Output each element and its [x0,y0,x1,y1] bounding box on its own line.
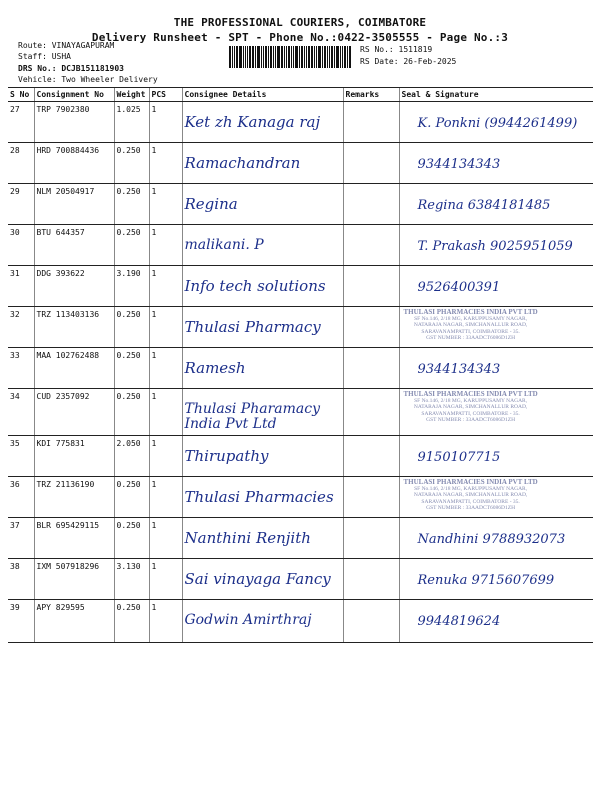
cell-consignment [34,518,114,559]
cell-sno [8,102,34,143]
table-row [8,266,593,307]
cell-remarks [343,477,399,518]
signature-handwriting: Regina 6384181485 [417,198,551,213]
barcode-bar [261,46,262,68]
stamp-line: GST NUMBER : 33AADCT6086D1ZH [426,505,516,511]
barcode-bar [334,46,335,68]
cell-sno-text: 38 [10,562,20,571]
cell-consignee [182,143,343,184]
cell-consignment-text: BTU 644357 [36,228,85,237]
barcode-bar [327,46,328,68]
company-seal-stamp [404,479,538,512]
barcode-bar [247,46,248,68]
cell-consignment-text: CUD 2357092 [36,392,90,401]
cell-sno [8,389,34,436]
cell-consignee-text: malikani. P [184,237,264,253]
barcode-bar [308,46,310,68]
cell-consignment [34,102,114,143]
signature-handwriting: T. Prakash 9025951059 [417,239,573,254]
barcode-bar [318,46,321,68]
table-row [8,184,593,225]
cell-signature [399,143,593,184]
drs-value: DCJB151181903 [61,64,124,73]
cell-consignment [34,600,114,643]
cell-pcs-text: 1 [151,269,157,278]
cell-pcs-text: 1 [151,521,157,530]
cell-consignment [34,348,114,389]
signature-handwriting: 9344134343 [417,362,501,377]
cell-sno [8,477,34,518]
cell-consignment-text: IXM 507918296 [36,562,100,571]
cell-signature [399,102,593,143]
signature-handwriting: Nandhini 9788932073 [417,532,566,547]
cell-sno [8,518,34,559]
barcode-bar [316,46,317,68]
cell-pcs [149,518,182,559]
cell-pcs-text: 1 [151,603,157,612]
cell-pcs-text: 1 [151,146,157,155]
barcode-bar [340,46,341,68]
barcode-bar [293,46,294,68]
cell-consignee [182,518,343,559]
cell-consignee [182,307,343,348]
barcode-bar [306,46,307,68]
cell-weight-text: 0.250 [116,187,141,196]
cell-signature [399,266,593,307]
table-row [8,348,593,389]
barcode-bar [324,46,326,68]
cell-weight-text: 0.250 [116,228,141,237]
barcode-bar [286,46,287,68]
barcode-bar [229,46,231,68]
cell-consignee-text: Ramesh [184,359,246,377]
cell-weight-text: 1.025 [116,105,141,114]
barcode-bar [234,46,235,68]
cell-consignee-text: Ket zh Kanaga raj [184,113,321,131]
drs-label: DRS No.: [18,64,57,73]
drs-number [18,64,124,73]
table-row [8,102,593,143]
rs-number: RS No.: 1511819 [360,45,433,54]
barcode-bar [243,46,244,68]
cell-consignment-text: TRZ 113403136 [36,310,100,319]
cell-weight-text: 0.250 [116,310,141,319]
cell-signature [399,436,593,477]
cell-sno-text: 37 [10,521,20,530]
runsheet-subtitle: Delivery Runsheet - SPT - Phone No.:0422-3505555 - Page No.:3 [91,31,509,44]
cell-consignee-text: Thulasi Pharamacy India Pvt Ltd [184,401,321,432]
stamp-line: SARAVANAMPATTI, COIMBATORE - 35. [421,410,520,417]
stamp-title: THULASI PHARMACIES INDIA PVT LTD [403,308,538,316]
barcode-bar [291,46,292,68]
barcode-bar [273,46,274,68]
cell-pcs [149,477,182,518]
cell-weight-text: 3.190 [116,269,141,278]
cell-remarks [343,389,399,436]
table-row [8,518,593,559]
cell-weight-text: 3.130 [116,562,141,571]
cell-pcs-text: 1 [151,480,157,489]
cell-signature [399,600,593,643]
barcode-bar [252,46,254,68]
cell-consignment-text: HRD 700884436 [36,146,100,155]
cell-consignment [34,184,114,225]
cell-pcs-text: 1 [151,351,157,360]
cell-weight [114,102,149,143]
cell-weight [114,477,149,518]
company-title: THE PROFESSIONAL COURIERS, COIMBATORE [173,16,427,29]
cell-sno-text: 39 [10,603,20,612]
signature-handwriting: 9344134343 [417,157,501,172]
stamp-line: SF No.146, 2/18 MG, KARUPPUSAMY NAGAR, [414,315,528,322]
cell-pcs [149,184,182,225]
cell-weight [114,143,149,184]
cell-weight [114,518,149,559]
cell-weight-text: 0.250 [116,521,141,530]
barcode-bar [257,46,260,68]
barcode-bar [349,46,351,68]
cell-weight [114,225,149,266]
cell-consignee-text: Info tech solutions [184,277,326,295]
cell-signature [399,477,593,518]
table-row [8,436,593,477]
cell-pcs [149,559,182,600]
runsheet-table [8,87,593,643]
cell-consignment-text: KDI 775831 [36,439,85,448]
cell-consignment-text: NLM 20504917 [36,187,95,196]
route-text: Route: VINAYAGAPURAM [18,41,115,50]
signature-handwriting: 9526400391 [417,280,501,295]
cell-signature [399,184,593,225]
cell-pcs [149,436,182,477]
col-consignment: Consignment No [34,88,114,102]
cell-consignment-text: TRZ 21136190 [36,480,95,489]
barcode-bar [299,46,300,68]
cell-remarks [343,307,399,348]
cell-sno [8,225,34,266]
cell-consignee [182,436,343,477]
cell-pcs [149,600,182,643]
cell-weight [114,266,149,307]
barcode-bar [311,46,313,68]
table-row [8,600,593,643]
cell-consignee-text: Sai vinayaga Fancy [184,570,331,588]
table-row [8,477,593,518]
stamp-line: SF No.146, 2/18 MG, KARUPPUSAMY NAGAR, [414,397,528,404]
cell-consignee [182,389,343,436]
barcode-bar [236,46,238,68]
cell-weight-text: 0.250 [116,603,141,612]
stamp-line: NATARAJA NAGAR, SIMCHANALLUR ROAD, [413,492,528,498]
cell-sno [8,348,34,389]
barcode-bar [301,46,303,68]
cell-weight [114,348,149,389]
cell-sno [8,600,34,643]
cell-pcs [149,143,182,184]
cell-consignee [182,477,343,518]
cell-consignee-text: Thulasi Pharmacy [184,318,321,336]
barcode-bar [329,46,330,68]
cell-pcs-text: 1 [151,310,157,319]
col-pcs: PCS [149,88,182,102]
stamp-line: SF No.146, 2/18 MG, KARUPPUSAMY NAGAR, [414,485,528,492]
cell-consignee [182,266,343,307]
col-signature: Seal & Signature [399,88,593,102]
cell-signature [399,518,593,559]
barcode-bar [281,46,283,68]
barcode-bar [268,46,269,68]
cell-sno-text: 29 [10,187,20,196]
stamp-line: GST NUMBER : 33AADCT6086D1ZH [426,335,516,341]
cell-consignee [182,348,343,389]
barcode-bar [336,46,339,68]
cell-consignee-text: Ramachandran [184,154,301,172]
barcode-bar [275,46,276,68]
cell-signature [399,307,593,348]
cell-pcs-text: 1 [151,392,157,401]
cell-signature [399,225,593,266]
cell-consignee [182,225,343,266]
cell-consignment [34,307,114,348]
cell-consignee-text: Thirupathy [184,447,269,465]
col-remarks: Remarks [343,88,399,102]
barcode-bar [314,46,315,68]
cell-consignment [34,266,114,307]
cell-consignee [182,184,343,225]
barcode-bar [265,46,267,68]
cell-consignment-text: BLR 695429115 [36,521,100,530]
cell-weight-text: 0.250 [116,351,141,360]
cell-consignment-text: APY 829595 [36,603,85,612]
barcode-bar [344,46,346,68]
cell-consignee [182,102,343,143]
signature-handwriting: 9944819624 [417,614,501,629]
cell-consignment [34,143,114,184]
cell-pcs [149,307,182,348]
cell-remarks [343,518,399,559]
cell-sno-text: 35 [10,439,20,448]
cell-weight [114,559,149,600]
cell-sno-text: 27 [10,105,20,114]
cell-remarks [343,266,399,307]
cell-pcs [149,348,182,389]
staff-text: Staff: USHA [18,52,71,61]
barcode-bar [245,46,246,68]
table-row [8,225,593,266]
cell-remarks [343,600,399,643]
barcode-bar [342,46,343,68]
cell-pcs [149,102,182,143]
signature-handwriting: K. Ponkni (9944261499) [417,116,578,131]
cell-sno [8,266,34,307]
cell-weight [114,389,149,436]
cell-remarks [343,184,399,225]
cell-sno [8,143,34,184]
cell-sno [8,436,34,477]
cell-consignee [182,559,343,600]
barcode-bar [239,46,242,68]
cell-consignment [34,559,114,600]
cell-weight [114,436,149,477]
barcode-bar [284,46,285,68]
rs-date: RS Date: 26-Feb-2025 [360,57,457,66]
barcode-bar [249,46,251,68]
cell-consignee-text: Thulasi Pharmacies [184,488,334,506]
cell-pcs-text: 1 [151,228,157,237]
cell-remarks [343,559,399,600]
cell-consignment [34,477,114,518]
table-row [8,559,593,600]
cell-consignment-text: MAA 102762488 [36,351,100,360]
cell-remarks [343,436,399,477]
company-seal-stamp [404,309,538,342]
signature-handwriting: Renuka 9715607699 [417,573,555,588]
cell-consignee-text: Nanthini Renjith [184,529,311,547]
stamp-title: THULASI PHARMACIES INDIA PVT LTD [403,478,538,486]
barcode-bar [270,46,272,68]
cell-remarks [343,225,399,266]
cell-pcs-text: 1 [151,439,157,448]
cell-sno-text: 32 [10,310,20,319]
cell-pcs [149,266,182,307]
barcode-bar [288,46,290,68]
barcode-bar [295,46,298,68]
cell-weight [114,600,149,643]
signature-handwriting: 9150107715 [417,450,501,465]
cell-signature [399,348,593,389]
cell-consignee-text: Regina [184,195,238,213]
cell-consignment [34,225,114,266]
cell-sno-text: 30 [10,228,20,237]
cell-pcs [149,225,182,266]
cell-signature [399,389,593,436]
barcode-bar [232,46,233,68]
cell-consignee [182,600,343,643]
cell-sno-text: 33 [10,351,20,360]
cell-sno [8,307,34,348]
cell-weight [114,184,149,225]
table-row [8,307,593,348]
cell-weight-text: 2.050 [116,439,141,448]
table-header-row [8,88,593,102]
cell-consignee-text: Godwin Amirthraj [184,612,312,628]
cell-weight-text: 0.250 [116,392,141,401]
stamp-line: NATARAJA NAGAR, SIMCHANALLUR ROAD, [413,404,528,410]
cell-sno-text: 36 [10,480,20,489]
cell-remarks [343,348,399,389]
cell-pcs [149,389,182,436]
stamp-line: GST NUMBER : 33AADCT6086D1ZH [426,417,516,423]
stamp-line: NATARAJA NAGAR, SIMCHANALLUR ROAD, [413,322,528,328]
cell-pcs-text: 1 [151,562,157,571]
company-seal-stamp [404,391,538,424]
cell-weight-text: 0.250 [116,146,141,155]
cell-pcs-text: 1 [151,187,157,196]
col-consignee: Consignee Details [182,88,343,102]
barcode-bar [255,46,256,68]
cell-sno-text: 31 [10,269,20,278]
stamp-line: SARAVANAMPATTI, COIMBATORE - 35. [421,328,520,335]
cell-sno [8,559,34,600]
cell-pcs-text: 1 [151,105,157,114]
barcode-bar [331,46,333,68]
barcode-bar [277,46,280,68]
cell-consignment [34,389,114,436]
cell-consignment [34,436,114,477]
barcode-bar [263,46,264,68]
barcode-bar [347,46,348,68]
cell-sno-text: 28 [10,146,20,155]
cell-remarks [343,143,399,184]
barcode-bar [304,46,305,68]
barcode [229,46,355,68]
stamp-title: THULASI PHARMACIES INDIA PVT LTD [403,390,538,398]
col-weight: Weight [114,88,149,102]
col-sno: S No [8,88,34,102]
stamp-line: SARAVANAMPATTI, COIMBATORE - 35. [421,498,520,505]
cell-signature [399,559,593,600]
cell-consignment-text: DDG 393622 [36,269,85,278]
table-row [8,389,593,436]
vehicle-text: Vehicle: Two Wheeler Delivery [18,75,158,84]
cell-sno-text: 34 [10,392,20,401]
cell-sno [8,184,34,225]
barcode-bar [322,46,323,68]
cell-consignment-text: TRP 7902380 [36,105,90,114]
table-row [8,143,593,184]
cell-remarks [343,102,399,143]
cell-weight [114,307,149,348]
cell-weight-text: 0.250 [116,480,141,489]
